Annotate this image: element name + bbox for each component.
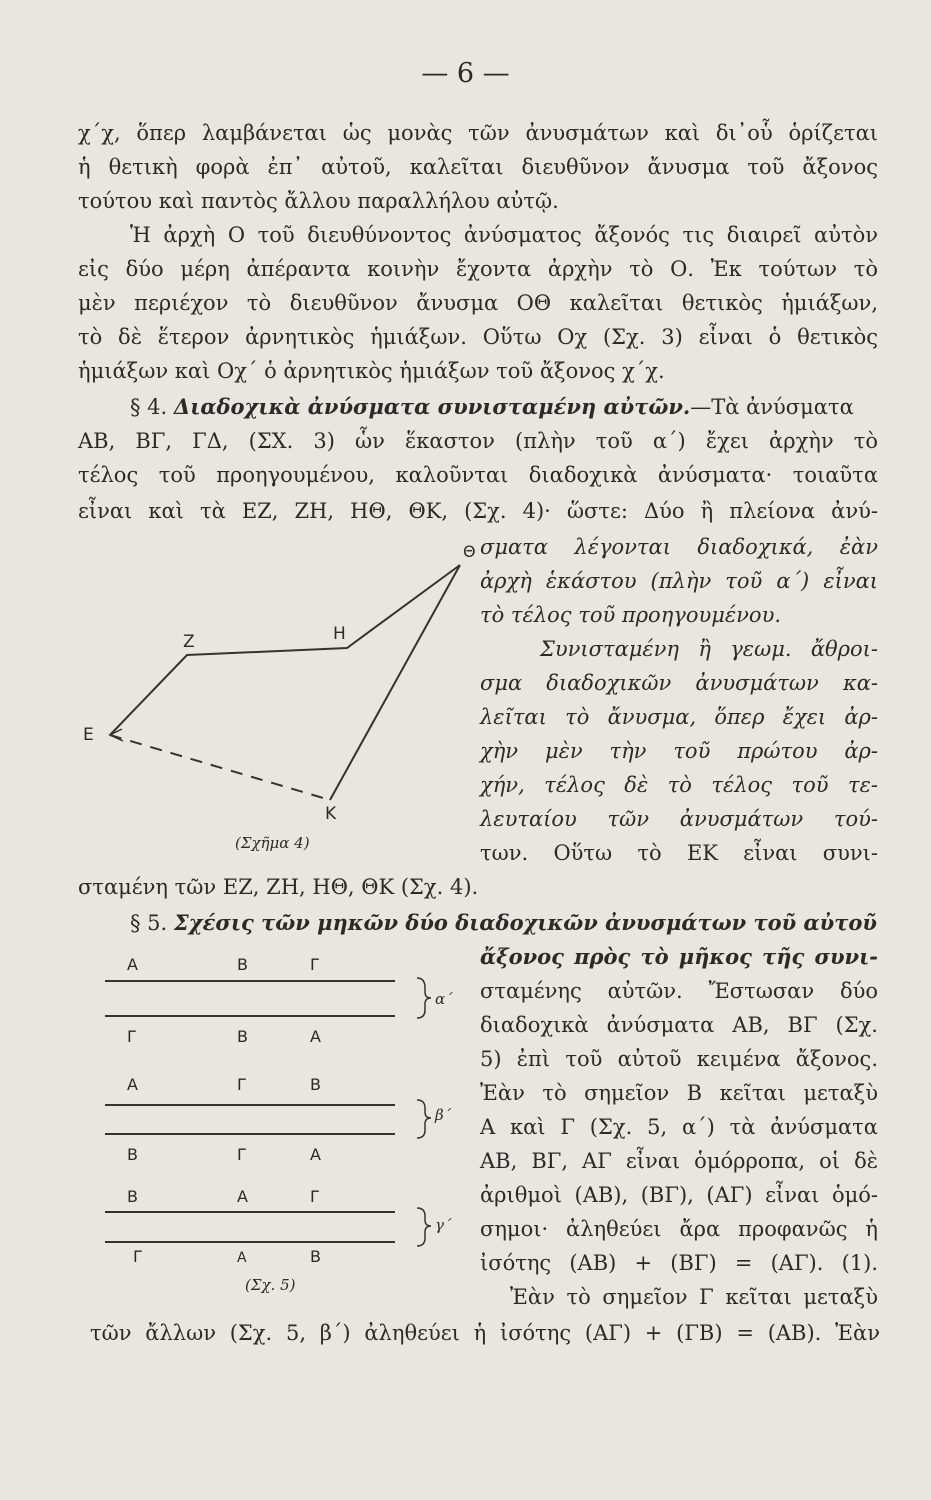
label-theta: Θ xyxy=(463,542,476,561)
label: A xyxy=(127,1075,138,1094)
figure-5 xyxy=(95,940,475,1300)
text-line: εἶναι καὶ τὰ ΕΖ, ΖΗ, ΗΘ, ΘΚ, (Σχ. 4)· ὥστε: Δύο ἢ πλείονα ἀνύ- xyxy=(78,499,878,523)
label: A xyxy=(237,1187,248,1206)
brace xyxy=(417,978,431,1018)
label: Γ xyxy=(237,1075,246,1094)
text-line: τὸ δὲ ἕτερον ἀρνητικὸς ἡμιάξων. Οὕτω Οχ (Σχ. 3) εἶναι ὁ θετικὸς xyxy=(78,325,878,349)
figure-5-caption: (Σχ. 5) xyxy=(245,1276,296,1294)
bracket-label-alpha: α΄ xyxy=(435,990,453,1008)
label: B xyxy=(127,1145,138,1164)
label: B xyxy=(310,1247,321,1266)
text-line: χήν, τέλος δὲ τὸ τέλος τοῦ τε- xyxy=(480,773,878,797)
section-5-title: Σχέσις τῶν μηκῶν δύο διαδοχικῶν ἀνυσμάτων τοῦ αὐτοῦ xyxy=(173,910,877,935)
text-line: ἡμιάξων καὶ Οχ΄ ὁ ἀρνητικὸς ἡμιάξων τοῦ ἄξονος χ΄χ. xyxy=(78,359,665,383)
text-line: χὴν μὲν τὴν τοῦ πρώτου ἀρ- xyxy=(480,739,878,763)
label: B xyxy=(310,1075,321,1094)
text-line: διαδοχικὰ ἀνύσματα ΑΒ, ΒΓ (Σχ. xyxy=(480,1013,878,1037)
label: B xyxy=(237,955,248,974)
section-5-title-cont: ἄξονος πρὸς τὸ μῆκος τῆς συνι- xyxy=(480,944,878,969)
text-line: ἀριθμοὶ (ΑΒ), (ΒΓ), (ΑΓ) εἶναι ὁμό- xyxy=(480,1183,878,1207)
text-line: τὸ τέλος τοῦ προηγουμένου. xyxy=(480,603,782,627)
vector-chain xyxy=(110,565,460,735)
text-line: Α καὶ Γ (Σχ. 5, α΄) τὰ ἀνύσματα xyxy=(480,1115,878,1139)
bracket-label-gamma: γ΄ xyxy=(435,1216,452,1234)
text-line: μὲν περιέχον τὸ διευθῦνον ἄνυσμα ΟΘ καλεῖται θετικὸς ἡμιάξων, xyxy=(78,291,878,315)
text-line: σταμένης αὐτῶν. Ἔστωσαν δύο xyxy=(480,979,878,1003)
page-number: — 6 — xyxy=(421,58,510,89)
text-line: ΑΒ, ΒΓ, ΓΔ, (ΣΧ. 3) ὧν ἕκαστον (πλὴν τοῦ α΄) ἔχει ἀρχὴν τὸ xyxy=(78,429,878,453)
pair-gamma xyxy=(105,1187,452,1266)
pair-beta xyxy=(105,1075,452,1164)
label-h: H xyxy=(333,624,346,644)
text-line: τούτου καὶ παντὸς ἄλλου παραλλήλου αὐτῷ. xyxy=(78,189,559,213)
label-z: Z xyxy=(183,632,195,652)
section-4-heading-line xyxy=(130,392,878,422)
label: A xyxy=(127,955,138,974)
figure-4-caption: (Σχῆμα 4) xyxy=(235,834,310,852)
text-line: σματα λέγονται διαδοχικά, ἐὰν xyxy=(480,535,878,559)
vector-theta-k xyxy=(330,565,460,800)
section-4-number: § 4. xyxy=(130,395,168,419)
label: Γ xyxy=(310,1187,319,1206)
text-line: λευταίου τῶν ἀνυσμάτων τού- xyxy=(480,807,878,831)
text-line: Ἐὰν τὸ σημεῖον Β κεῖται μεταξὺ xyxy=(480,1081,878,1105)
section-5-number: § 5. xyxy=(130,911,168,935)
text-line: τῶν ἄλλων (Σχ. 5, β΄) ἀληθεύει ἡ ἰσότης (ΑΓ) + (ΓΒ) = (ΑΒ). Ἐὰν xyxy=(90,1321,880,1345)
label: Γ xyxy=(237,1145,246,1164)
text-line: Ἐὰν τὸ σημεῖον Γ κεῖται μεταξὺ xyxy=(510,1285,878,1309)
text-line: ἰσότης (ΑΒ) + (ΒΓ) = (ΑΓ). (1). xyxy=(480,1251,878,1275)
label: Γ xyxy=(310,955,319,974)
section-5-heading-line xyxy=(130,908,878,938)
label-e: E xyxy=(83,725,94,745)
brace xyxy=(417,1208,431,1246)
label: A xyxy=(310,1027,321,1046)
label: A xyxy=(310,1145,321,1164)
text-line: ἀρχὴ ἑκάστου (πλὴν τοῦ α΄) εἶναι xyxy=(480,569,878,593)
text-line: σμα διαδοχικῶν ἀνυσμάτων κα- xyxy=(480,671,878,695)
text-line: τέλος τοῦ προηγουμένου, καλοῦνται διαδοχικὰ ἀνύσματα· τοιαῦτα xyxy=(78,463,878,487)
text-line: εἰς δύο μέρη ἀπέραντα κοινὴν ἔχοντα ἀρχὴν τὸ Ο. Ἐκ τούτων τὸ xyxy=(78,257,878,281)
label: B xyxy=(237,1027,248,1046)
text-fragment: —Τὰ ἀνύσματα xyxy=(690,395,854,419)
label: Γ xyxy=(127,1027,136,1046)
text-line: Συνισταμένη ἢ γεωμ. ἄθροι- xyxy=(540,637,878,661)
text-line: ἡ θετικὴ φορὰ ἐπ᾽ αὐτοῦ, καλεῖται διευθῦνον ἄνυσμα τοῦ ἄξονος xyxy=(78,155,878,179)
text-line: 5) ἐπὶ τοῦ αὐτοῦ κειμένα ἄξονος. xyxy=(480,1047,878,1071)
text-line: των. Οὕτω τὸ ΕΚ εἶναι συνι- xyxy=(480,841,878,865)
text-line: σημοι· ἀληθεύει ἄρα προφανῶς ἡ xyxy=(480,1217,878,1241)
pair-alpha xyxy=(105,955,453,1046)
text-line: λεῖται τὸ ἄνυσμα, ὅπερ ἔχει ἀρ- xyxy=(480,705,878,729)
figure-4 xyxy=(83,535,495,855)
resultant-ek xyxy=(110,735,330,800)
text-line: Ἡ ἀρχὴ Ο τοῦ διευθύνοντος ἀνύσματος ἄξονός τις διαιρεῖ αὐτὸν xyxy=(130,223,878,247)
label: A xyxy=(237,1250,247,1266)
bracket-label-beta: β΄ xyxy=(435,1106,452,1124)
section-4-title: Διαδοχικὰ ἀνύσματα συνισταμένη αὐτῶν. xyxy=(173,394,691,419)
text-line: σταμένη τῶν ΕΖ, ΖΗ, ΗΘ, ΘΚ (Σχ. 4). xyxy=(78,875,479,899)
brace xyxy=(417,1100,431,1138)
text-line: ΑΒ, ΒΓ, ΑΓ εἶναι ὁμόρροπα, οἱ δὲ xyxy=(480,1149,878,1173)
label-k: K xyxy=(325,804,337,824)
label: Γ xyxy=(133,1247,142,1266)
text-line: χ΄χ, ὅπερ λαμβάνεται ὡς μονὰς τῶν ἀνυσμάτων καὶ δι᾽οὗ ὁρίζεται xyxy=(78,121,878,145)
label: B xyxy=(127,1187,138,1206)
